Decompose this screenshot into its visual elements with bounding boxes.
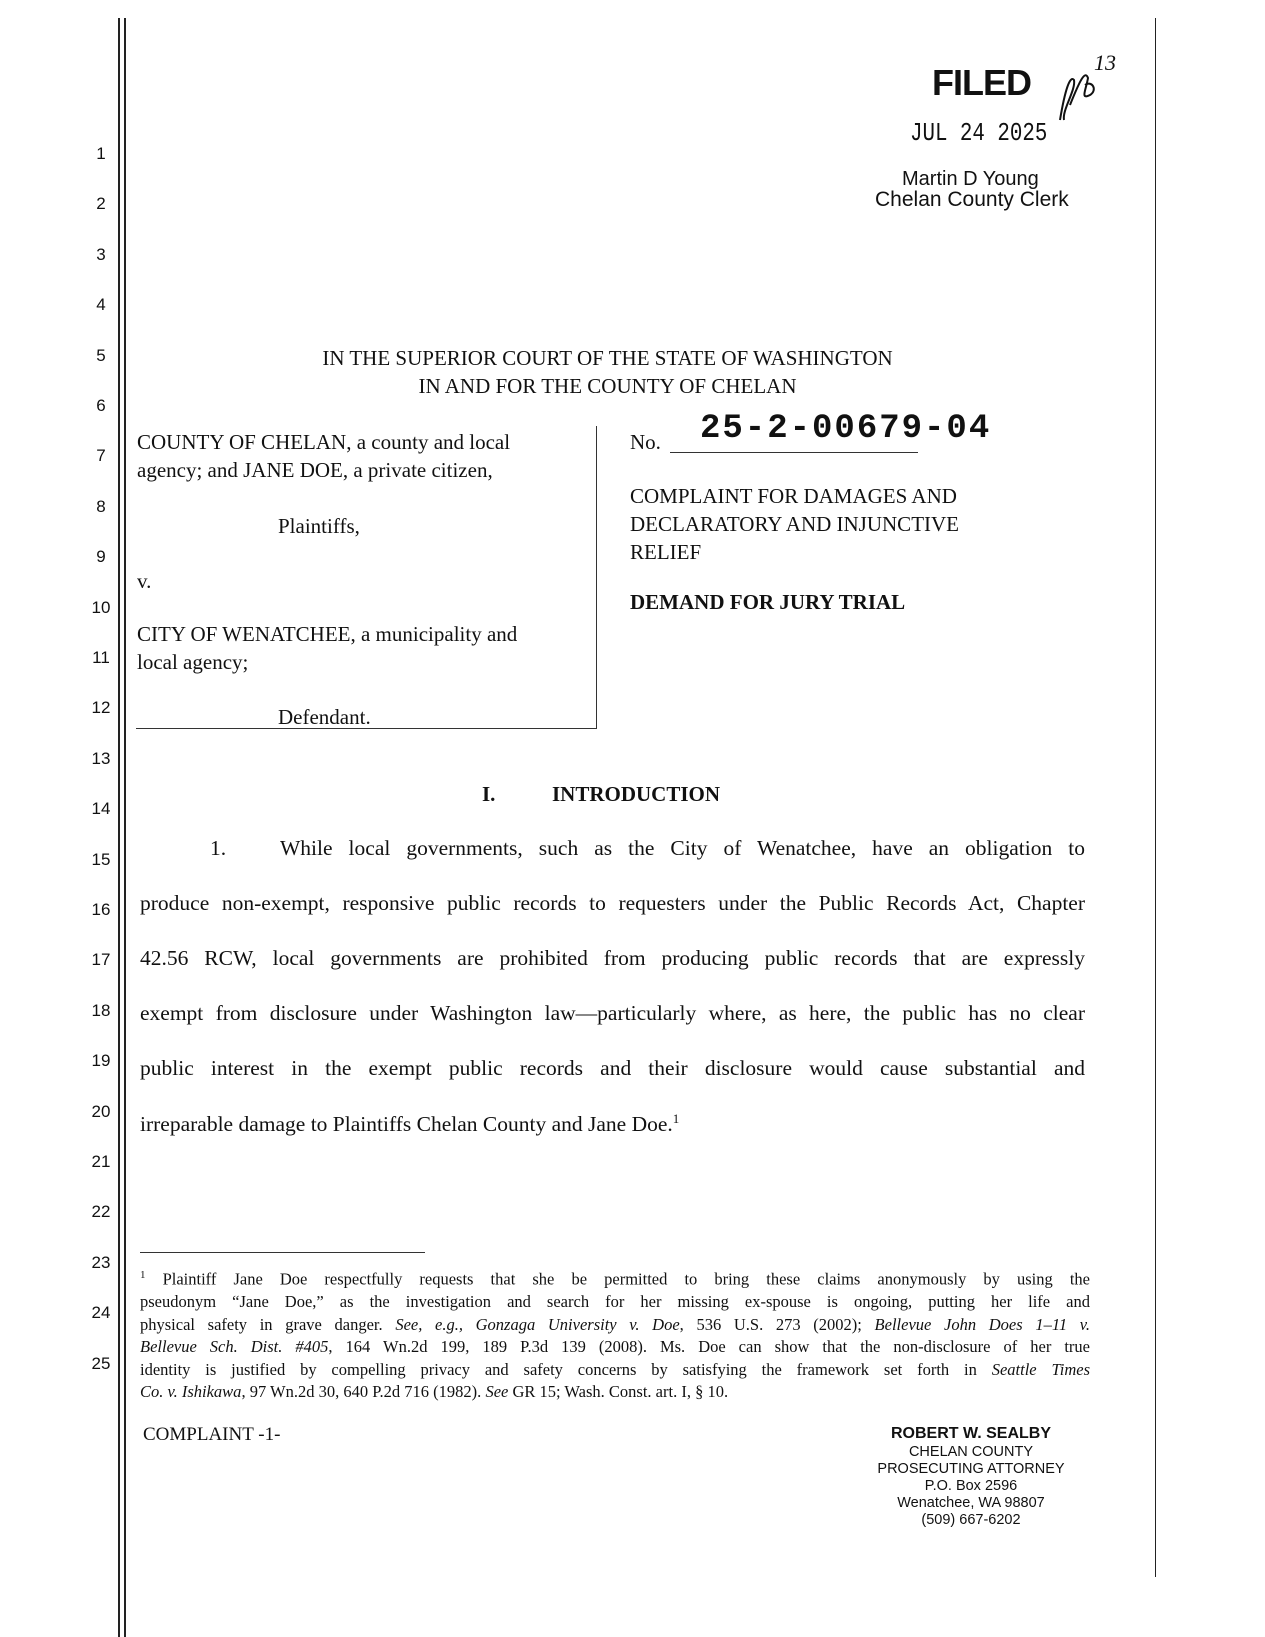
right-margin-rule [1155, 18, 1156, 1577]
line-number: 24 [91, 1303, 111, 1323]
line-number: 7 [96, 446, 106, 466]
line-number: 3 [96, 244, 106, 264]
jury-demand: DEMAND FOR JURY TRIAL [630, 590, 906, 614]
handwritten-initials [1040, 50, 1120, 140]
left-margin-rule-inner [124, 18, 126, 1637]
defendant-party: CITY OF WENATCHEE, a municipality and local agency; [137, 622, 518, 674]
clerk-name: Martin D Young [902, 168, 1039, 190]
footnote-separator [140, 1252, 425, 1253]
line-number: 21 [91, 1152, 111, 1171]
paragraph-line: 42.56 RCW, local governments are prohibited from producing public records that are expressly [140, 946, 1085, 970]
line-number: 14 [91, 799, 111, 819]
line-number: 12 [91, 698, 111, 718]
line-number: 9 [96, 547, 106, 567]
paragraph-line: produce non-exempt, responsive public records to requesters under the Public Records Act, Chapter [140, 891, 1085, 915]
attorney-block: ROBERT W. SEALBY CHELAN COUNTY PROSECUTING ATTORNEY P.O. Box 2596 Wenatchee, WA 98807 (509) 667-6202 [877, 1425, 1065, 1528]
line-number: 19 [91, 1051, 111, 1071]
section-title: INTRODUCTION [552, 782, 721, 806]
line-number: 5 [96, 345, 106, 365]
section-number: I. [482, 782, 496, 806]
line-number: 11 [92, 648, 110, 667]
line-number: 8 [96, 496, 106, 516]
line-number: 23 [91, 1252, 111, 1272]
paragraph-number: 1. [210, 836, 227, 860]
case-number-label: No. [630, 430, 661, 454]
line-number: 2 [96, 194, 106, 214]
paragraph-line: exempt from disclosure under Washington law—particularly where, as here, the public has no clear [140, 1001, 1085, 1025]
line-number: 17 [91, 950, 111, 970]
case-number: 25-2-00679-04 [700, 410, 992, 448]
plaintiffs-label: Plaintiffs, [278, 514, 360, 538]
line-number: 10 [91, 597, 111, 617]
defendant-label: Defendant. [278, 705, 371, 729]
line-number: 25 [91, 1353, 111, 1373]
left-margin-rule [118, 18, 120, 1637]
footnote: $^1$ Plaintiff Jane Doe respectfully requests that she be permitted to bring these claims anonymously by using the pseudonym “Jane Doe,” as the investigation and search for her missing ex-spouse is ongoing, putting her life and physical safety in grave danger. See, e.g., Gonzaga University v. Doe, 536 U.S. 273 (2002); Bellevue John Does 1–11 v. Bellevue Sch. Dist. #405, 164 Wn.2d 199, 189 P.3d 139 (2008). Ms. Doe can show that the non-disclosure of her true identity is justified by compelling privacy and safety concerns by satisfying the framework set forth in Seattle Times Co. v. Ishikawa, 97 Wn.2d 30, 640 P.2d 716 (1982). See GR 15; Wash. Const. art. I, § 10. [140, 1269, 1090, 1401]
paragraph-line: public interest in the exempt public records and their disclosure would cause substantial and [140, 1056, 1085, 1080]
versus: v. [137, 569, 152, 593]
clerk-title: Chelan County Clerk [875, 188, 1069, 211]
line-number: 16 [91, 900, 111, 919]
filed-date: JUL 24 2025 [910, 118, 1048, 148]
line-number: 13 [91, 748, 111, 768]
svg-text:13: 13 [1094, 50, 1116, 75]
footnote-reference[interactable]: 1 [672, 1111, 680, 1126]
footer-page-label: COMPLAINT -1- [143, 1424, 281, 1445]
line-number: 4 [96, 295, 106, 315]
line-number: 1 [96, 144, 106, 163]
line-number: 20 [91, 1101, 111, 1121]
case-number-underline [670, 452, 918, 453]
plaintiffs-parties: COUNTY OF CHELAN, a county and local agency; and JANE DOE, a private citizen, [137, 430, 511, 482]
line-number: 6 [96, 396, 106, 415]
paragraph-first-line: While local governments, such as the City of Wenatchee, have an obligation to [280, 836, 1085, 860]
line-number: 15 [91, 849, 111, 869]
filed-label: FILED [932, 62, 1031, 103]
document-title: COMPLAINT FOR DAMAGES AND DECLARATORY AND INJUNCTIVE RELIEF [630, 484, 960, 564]
paragraph-last-line: irreparable damage to Plaintiffs Chelan County and Jane Doe.$^1$ [140, 1111, 680, 1137]
line-number: 22 [91, 1202, 111, 1222]
line-number: 18 [91, 1000, 111, 1020]
court-name: IN THE SUPERIOR COURT OF THE STATE OF WASHINGTON IN AND FOR THE COUNTY OF CHELAN [322, 346, 893, 398]
